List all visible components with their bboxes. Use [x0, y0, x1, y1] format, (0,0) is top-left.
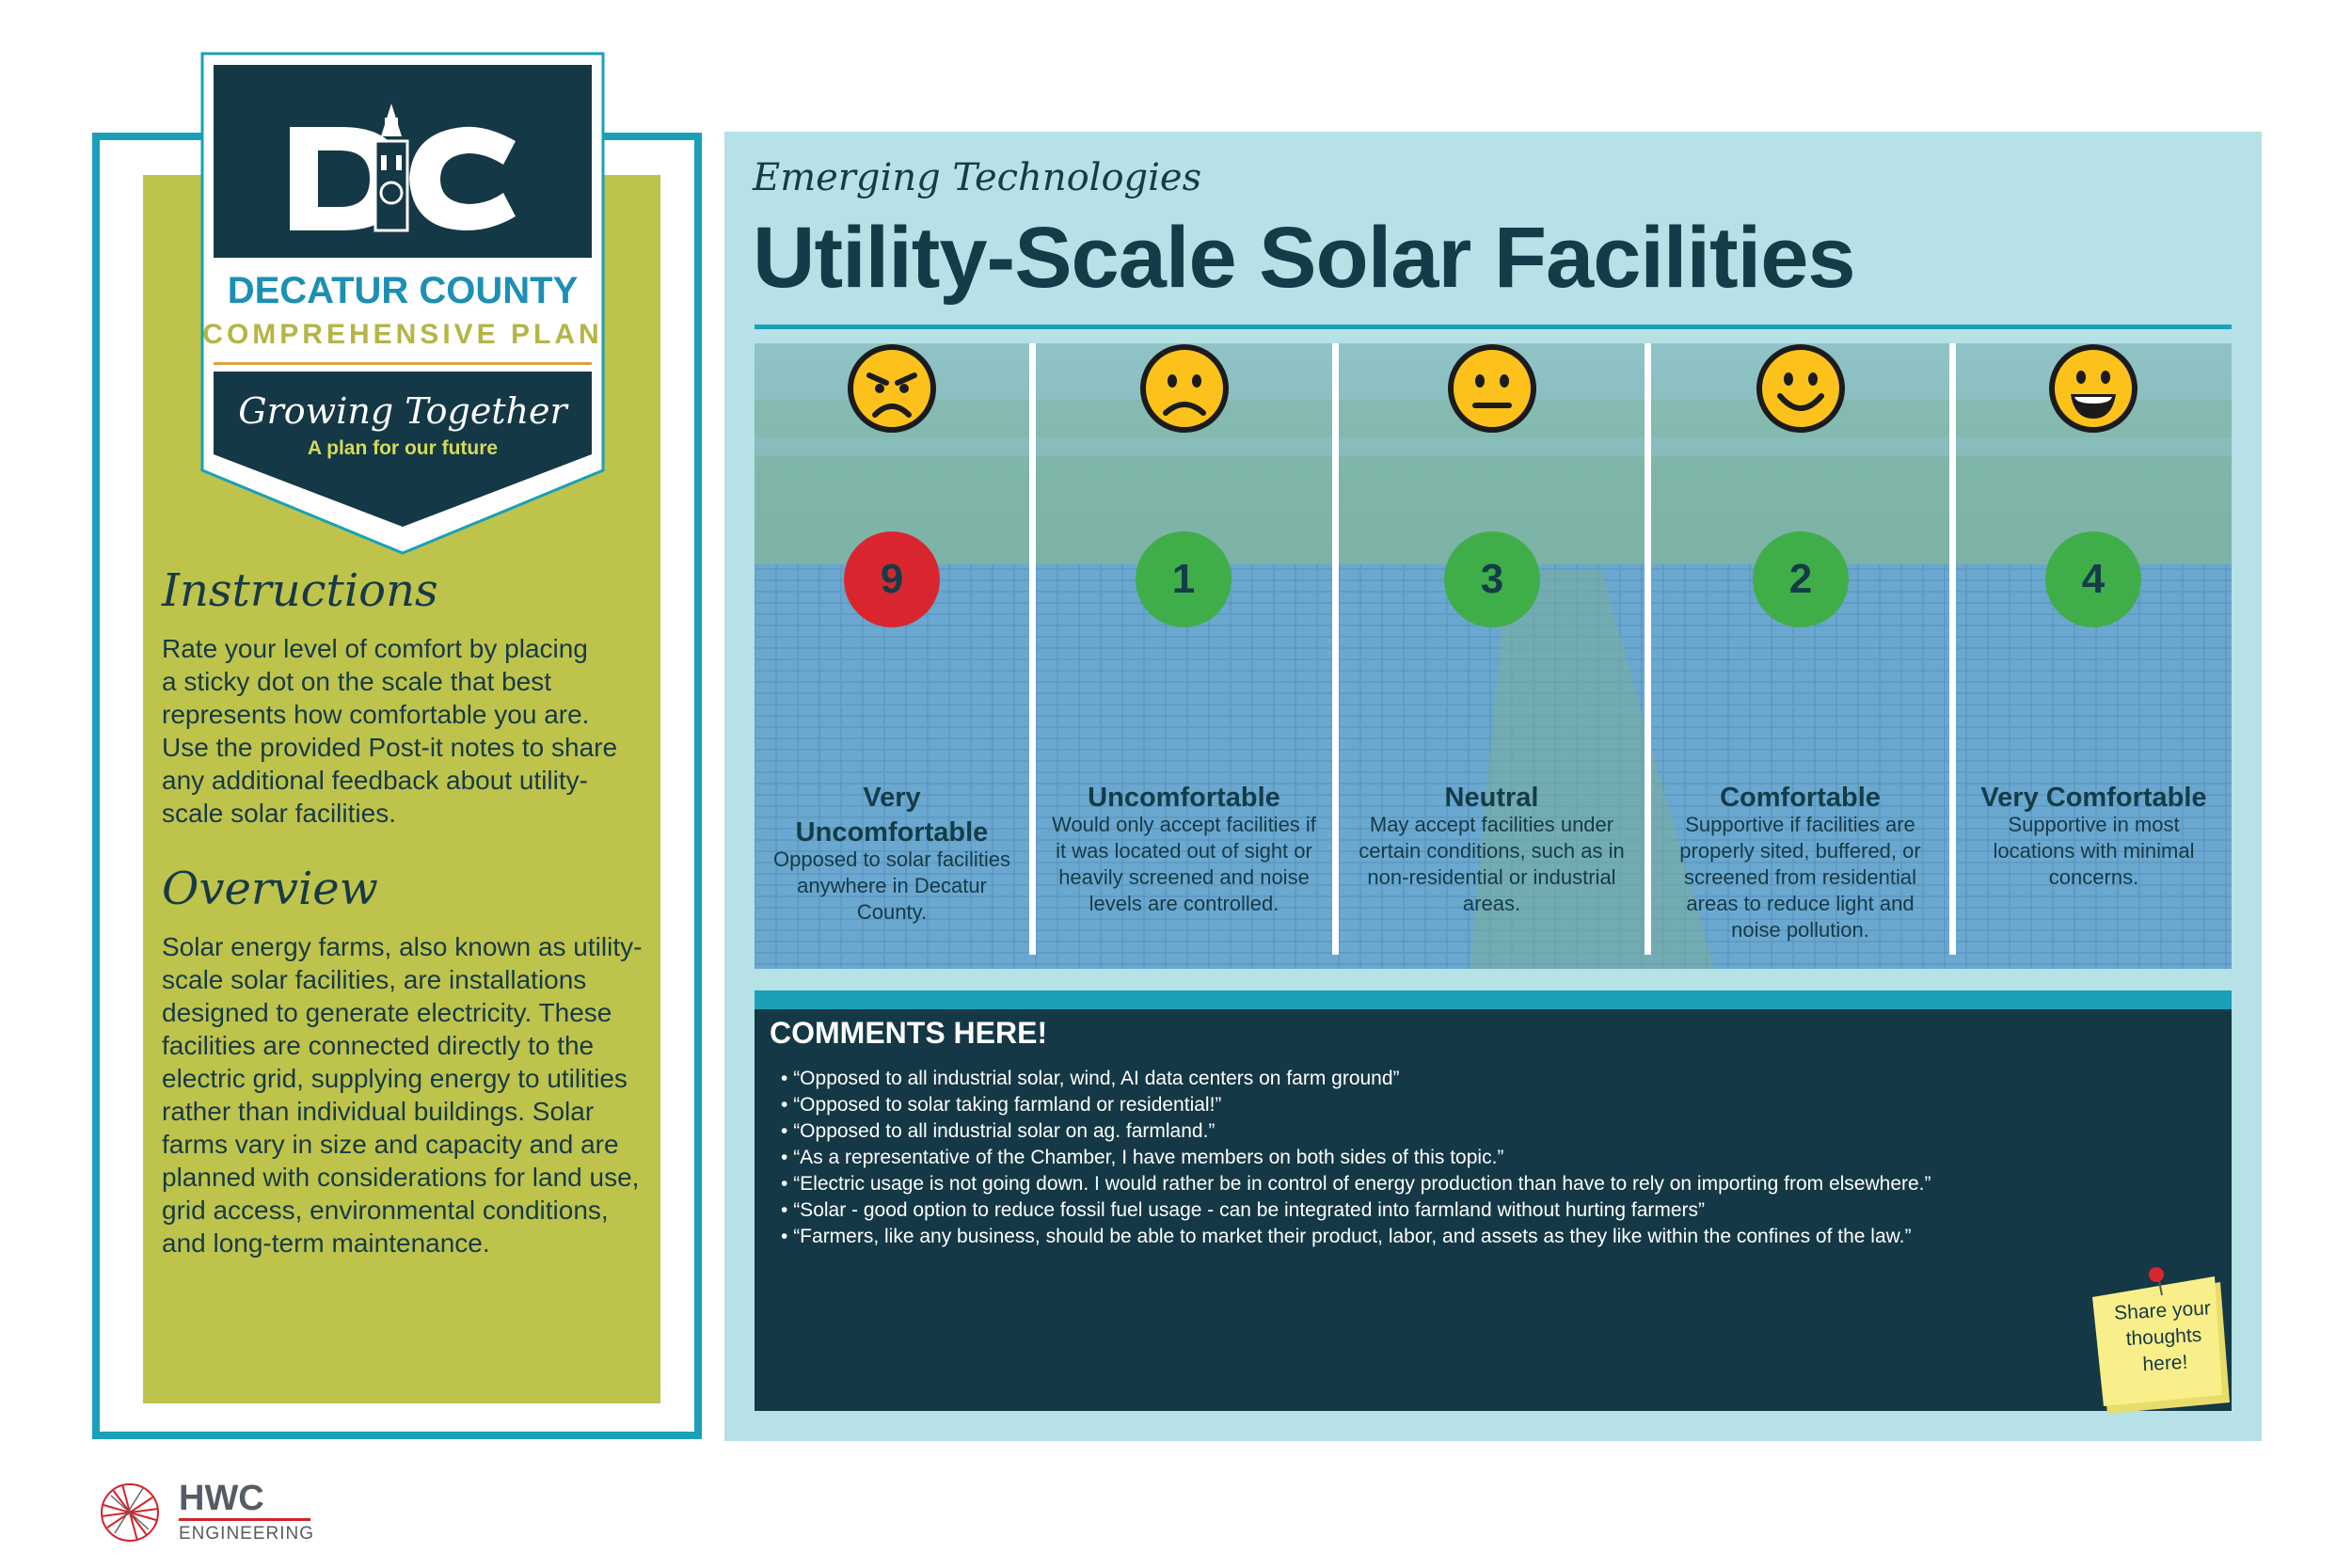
- scale-option-uncomfortable[interactable]: [1036, 343, 1332, 969]
- option-description: Opposed to solar facilities anywhere in Decatur County.: [773, 847, 1010, 924]
- comfort-scale: [755, 343, 2232, 969]
- scale-option-very-comfortable[interactable]: [1956, 343, 2232, 969]
- scale-option-very-uncomfortable[interactable]: [755, 343, 1029, 969]
- hwc-subtitle: ENGINEERING: [179, 1524, 315, 1544]
- option-description: Supportive in most locations with minimal concerns.: [1993, 813, 2195, 889]
- comments-heading: COMMENTS HERE!: [770, 1016, 1048, 1050]
- hwc-logo-icon: [94, 1477, 166, 1548]
- post-it-text: Share your thoughts here!: [2113, 1297, 2212, 1376]
- comment-item: • “Electric usage is not going down. I would rather be in control of energy production than have to rely on importing from elsewhere.”: [781, 1173, 1931, 1195]
- option-title: Very Comfortable: [1980, 783, 2207, 813]
- scale-divider: [1332, 343, 1339, 955]
- option-title: Neutral: [1444, 783, 1539, 813]
- tagline: Growing Together: [238, 390, 567, 432]
- vote-count: 4: [2045, 531, 2141, 627]
- option-description: May accept facilities under certain conditions, such as in non-residential or industrial areas.: [1359, 813, 1625, 915]
- comment-item: • “Farmers, like any business, should be able to market their product, labor, and assets as they like within the confines of the law.”: [781, 1226, 1912, 1247]
- page-title: Utility-Scale Solar Facilities: [753, 210, 1855, 306]
- option-description: Would only accept facilities if it was located out of sight or heavily screened and noise levels are controlled.: [1052, 813, 1316, 915]
- scale-divider: [1645, 343, 1651, 955]
- section-eyebrow: Emerging Technologies: [753, 156, 1202, 199]
- comment-item: • “Opposed to all industrial solar on ag. farmland.”: [781, 1120, 1216, 1142]
- comment-item: • “Opposed to all industrial solar, wind, AI data centers on farm ground”: [781, 1068, 1400, 1089]
- comments-top-bar: [755, 990, 2232, 1009]
- vote-count: 1: [1136, 531, 1232, 627]
- comment-item: • “Opposed to solar taking farmland or residential!”: [781, 1094, 1222, 1116]
- plan-name: COMPREHENSIVE PLAN: [202, 319, 603, 350]
- option-title: Very Uncomfortable: [795, 783, 989, 847]
- scale-divider: [1029, 343, 1036, 955]
- hwc-brand: HWC: [179, 1479, 264, 1518]
- comments-list: [781, 1066, 1931, 1250]
- sub-tagline: A plan for our future: [307, 437, 499, 459]
- comment-item: • “Solar - good option to reduce fossil fuel usage - can be integrated into farmland without hurting farmers”: [781, 1199, 1706, 1221]
- smiling-face-icon: [1756, 343, 1846, 434]
- option-description: Supportive if facilities are properly sited, buffered, or screened from residential areas to reduce light and noise pollution.: [1679, 813, 1921, 942]
- overview-heading: Overview: [162, 863, 378, 915]
- title-divider: [755, 325, 2232, 329]
- county-name: DECATUR COUNTY: [227, 270, 579, 311]
- vote-count: 2: [1753, 531, 1849, 627]
- instructions-text: Rate your level of comfort by placing a sticky dot on the scale that best represents how comfortable you are. Use the provided Post-it notes to share any additional feedback about utility- scale solar facilities.: [162, 634, 618, 828]
- option-title: Uncomfortable: [1088, 783, 1280, 813]
- scale-divider: [1949, 343, 1956, 955]
- vote-count: 3: [1444, 531, 1540, 627]
- grinning-face-icon: [2048, 343, 2138, 434]
- hwc-underline: [179, 1518, 310, 1521]
- angry-face-icon: [847, 343, 937, 434]
- overview-text: Solar energy farms, also known as utility- scale solar facilities, are installations designed to generate electricity. These facilities are connected directly to the electric grid, supplying energy to utilities rather than individual buildings. Solar farms vary in size and capacity and are planned with considerations for land use, grid access, environmental conditions, and long-term maintenance.: [162, 932, 643, 1258]
- scale-option-neutral[interactable]: [1339, 343, 1645, 969]
- frowning-face-icon: [1139, 343, 1230, 434]
- neutral-face-icon: [1447, 343, 1537, 434]
- option-title: Comfortable: [1720, 783, 1881, 813]
- scale-option-comfortable[interactable]: [1651, 343, 1949, 969]
- comment-item: • “As a representative of the Chamber, I have members on both sides of this topic.”: [781, 1147, 1504, 1168]
- instructions-heading: Instructions: [162, 564, 438, 617]
- vote-count: 9: [844, 531, 940, 627]
- decatur-county-logo: [200, 52, 605, 555]
